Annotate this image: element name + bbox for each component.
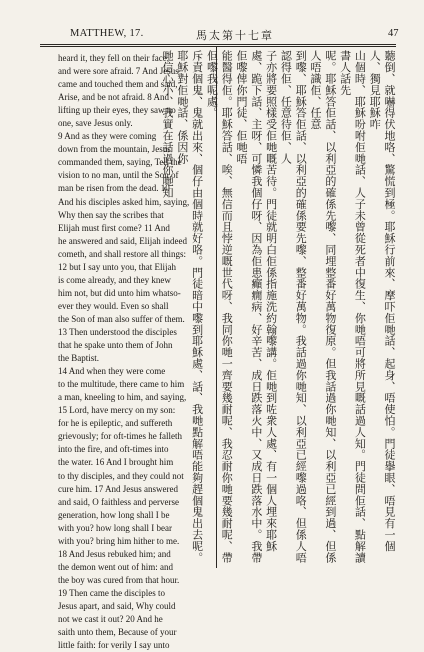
chinese-column: 處、跪下話、主呀、可憐我個仔呀、因為佢患癲癇病、好辛苦、成日跌落火中、又成日跌落水中。我帶佢嚟俾你門徒、佢哋唔 [235,50,263,563]
english-line: Why then say the scribes that [58,209,164,220]
english-line: for he is epileptic, and suffereth [58,418,173,429]
english-line: 9 And as they were coming [58,131,157,142]
english-line: the demon went out of him: and [58,561,173,572]
english-line: little faith: for verily I say unto [58,640,170,651]
chinese-column: 哋信心小、我實在話過你哋知 [161,50,175,199]
english-line: to thy disciples, and they could not [58,470,184,481]
header-rule [40,44,396,45]
english-line: he answered and said, Elijah indeed [58,235,187,246]
english-line: the boy was cured from that hour. [58,574,180,585]
english-line: a man, kneeling to him, and saying, [58,392,187,403]
english-line: 18 And Jesus rebuked him; and [58,548,171,559]
english-line: with you? how long shall I bear [58,522,172,533]
chinese-column: 子亦將要照樣受佢哋嘅苦待。門徒就明白佢係指施洗約翰嚟講。佢哋到咗衆人處、有一個人埋來耶穌 [264,50,278,552]
english-line: that he spake unto them of John [58,340,173,351]
chinese-text-column [161,50,396,570]
page-number: 47 [388,28,399,39]
english-line: the Baptist. [58,353,99,364]
english-line: vision to no man, until the Son of [58,170,179,181]
chinese-column: 呢。耶穌答佢話、以利亞的確係先嚟、同埋整番好萬物復原。但我話過你哋知、以利亞已經到過、但係人唔識佢、任意 [309,50,337,563]
chinese-running-title: 馬太第十七章 [196,30,274,42]
english-line: Jesus apart, and said, Why could [58,600,176,611]
english-line: with you? bring him hither to me. [58,535,180,546]
english-line: came and touched them and said, [58,79,178,90]
chinese-column: 到嚟、耶穌答佢話、以利亞的確係要先嚟、整番好萬物。我話過你哋知、以利亞已經嚟過咯、但係人唔認得佢、任意待佢、人 [279,50,308,563]
english-line: the water. 16 And I brought him [58,457,174,468]
english-line: 19 Then came the disciples to [58,587,166,598]
english-line: saith unto them, Because of your [58,627,177,638]
english-line: heard it, they fell on their face, [58,53,169,63]
english-line: to the multitude, there came to him [58,379,185,390]
english-line: Arise, and be not afraid. 8 And [58,92,169,103]
english-line: not we cast it out? 20 And he [58,614,163,625]
chinese-column: 能醫得佢。耶穌答話、唉、無信而且悖逆嘅世代呀、我同你哋一齊要幾耐呢、我忍耐你哋要幾耐呢、帶佢嚟我呢處。 [205,50,234,563]
english-line: and said, O faithless and perverse [58,496,179,507]
english-line: generation, how long shall I be [58,509,170,520]
english-line: 15 Lord, have mercy on my son: [58,405,176,416]
english-line: the Son of man also suffer of them. [58,313,185,324]
chinese-column: 山個時、耶穌吩咐佢哋話、人子未曾從死者中復生、你哋唔可將所見嘅話過人知。門徒問佢話、點解讀書人話先 [338,50,367,563]
english-line: 14 And when they were come [58,366,166,377]
english-line: and were sore afraid. 7 And Jesus [58,66,179,77]
english-line: And his disciples asked him, saying, [58,196,190,207]
english-line: is come already, and they knew [58,274,171,285]
english-line: ever they would. Even so shall [58,300,169,311]
english-line: cure him. 17 And Jesus answered [58,483,178,494]
chinese-column: 聽倒、就嚇得伏地咯、驚慌到極。耶穌行前來、摩吓佢哋話、起身、唔使怕。門徒擧眼、唔見有一個人、獨見耶穌咋 [368,50,396,552]
english-running-title: MATTHEW, 17. [70,28,144,39]
english-line: 12 but I say unto you, that Elijah [58,261,176,272]
english-line: commanded them, saying, Tell the [58,157,182,168]
english-line: grievously; for oft-times he falleth [58,431,182,442]
english-line: lifting up their eyes, they saw no [58,105,176,116]
english-line: 13 Then understood the disciples [58,326,177,337]
english-line: down from the mountain, Jesus [58,144,171,155]
english-line: man be risen from the dead. 10 [58,183,170,194]
chinese-column: 斥責個鬼、鬼就出來、個仔由個時就好咯。門徒暗中嚟到耶穌處、話、我哋點解唔能夠趕個鬼出去呢。耶穌對佢哋話、係因你 [175,50,204,563]
english-line: him not, but did unto him whatso- [58,287,181,298]
english-line: one, save Jesus only. [58,118,133,129]
header-rule-thin [40,46,396,47]
english-line: into the fire, and oft-times into [58,444,169,455]
english-line: cometh, and shall restore all things: [58,248,186,259]
english-line: Elijah must first come? 11 And [58,222,170,233]
